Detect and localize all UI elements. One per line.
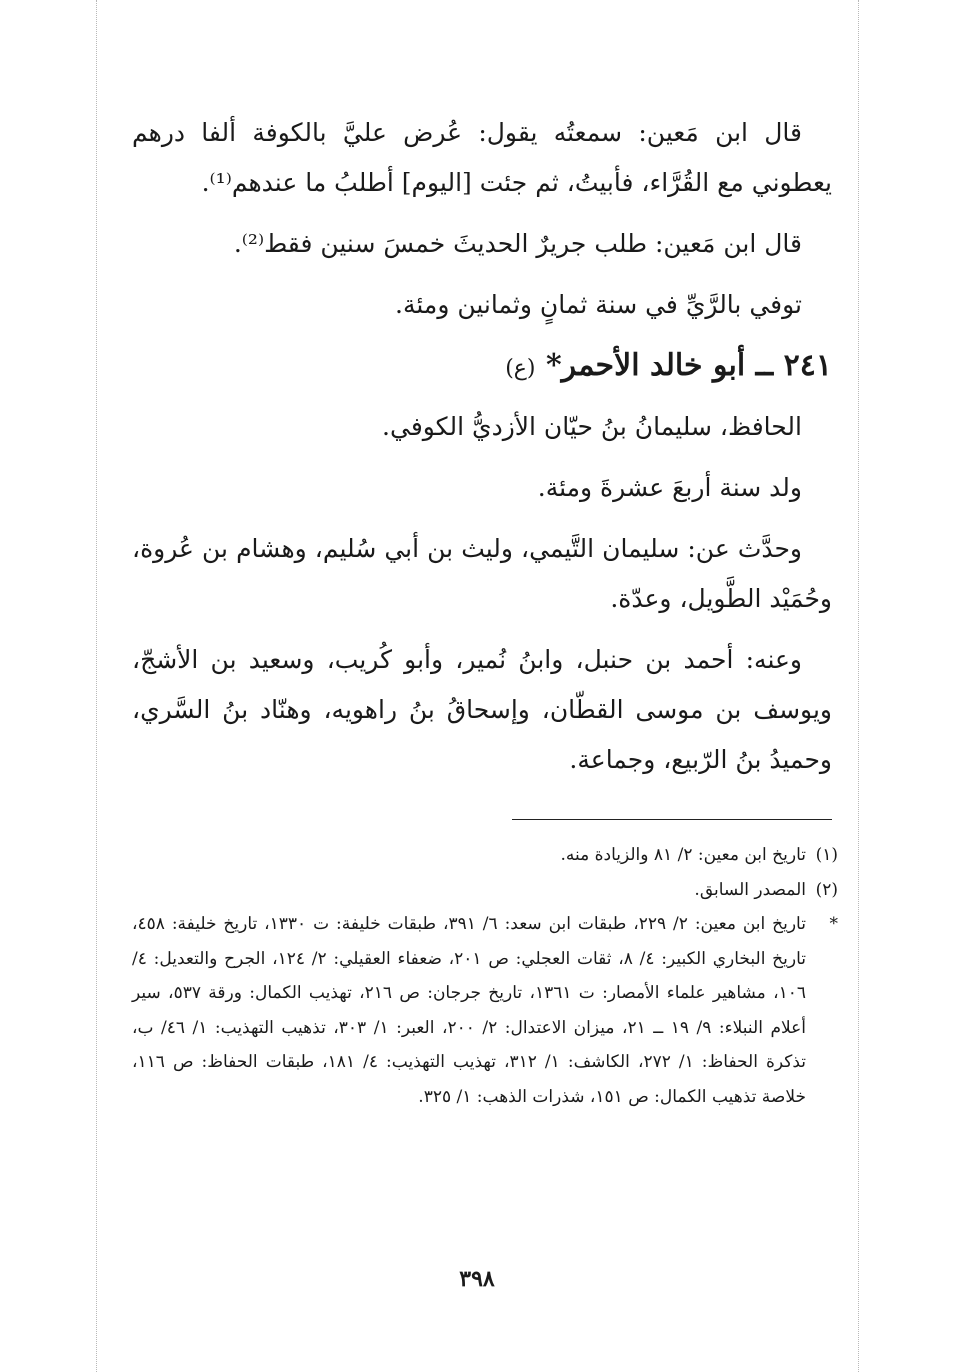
footnote-text: تاريخ ابن معين: ٢/ ٢٢٩، طبقات ابن سعد: ٦/ ٣٩١، طبقات خليفة: ت ١٣٣٠، تاريخ خليفة: ٤٥٨، تاريخ البخاري الكبير: ٤/ ٨، ثقات العجلي: ص ٢٠١، ضعفاء العقيلي: ٢/ ١٢٤، الجرح والتعديل: ٤/ ١٠٦، مشاهير علماء الأمصار: ت ١٣٦١، تاريخ جرجان: ص ٢١٦، تهذيب الكمال: ورقة ٥٣٧، سير أعلام النبلاء: ٩/ ١٩ ــ ٢١، ميزان الاعتدال: ٢/ ٢٠٠، العبر: ١/ ٣٠٣، تذهيب التهذيب: ١/ ٤٦/ ب، تذكرة الحفاظ: ١/ ٢٧٢، الكاشف: ١/ ٣١٢، تهذيب التهذيب: ٤/ ١٨١، طبقات الحفاظ: ص ١١٦، خلاصة تذهيب الكمال: ص ١٥١، شذرات الذهب: ١/ ٣٢٥. <box>132 914 807 1107</box>
paragraph: الحافظ، سليمانُ بنُ حيّان الأزديُّ الكوفي. <box>382 412 802 441</box>
right-margin-dotted-line <box>858 0 859 1372</box>
footnotes <box>132 838 838 1114</box>
footnote-text: المصدر السابق. <box>694 879 806 900</box>
footnote <box>132 907 838 1114</box>
footnote <box>132 838 838 873</box>
footnote-text: تاريخ ابن معين: ٢/ ٨١ والزيادة منه. <box>560 845 806 865</box>
footnote-separator <box>512 819 832 820</box>
paragraph: ولد سنة أربعَ عشرةَ ومئة. <box>537 473 802 502</box>
entry-title: ٢٤١ ــ أبو خالد الأحمر* <box>545 348 832 383</box>
footnote-number: (١) <box>815 845 838 865</box>
left-margin-dotted-line <box>96 0 97 1372</box>
footnote <box>132 873 838 908</box>
entry-heading <box>132 341 832 394</box>
paragraph: توفي بالرَّيِّ في سنة ثمانٍ وثمانين ومئة. <box>395 290 802 319</box>
page-number: ٣٩٨ <box>459 1266 495 1292</box>
paragraph: وحدَّث عن: سليمان التَّيمي، وليث بن أبي سُليم، وهشام بن عُروة، وحُمَيْد الطَّويل، وعدّة. <box>132 534 832 613</box>
footnote-number: (٢) <box>815 879 838 900</box>
paragraph: قال ابن مَعين: سمعتُه يقول: عُرض عليَّ بالكوفة ألفا درهم يعطوني مع القُرَّاء، فأبيتُ، ثم جئت [اليوم] أطلبُ ما عندهم⁽¹⁾. <box>132 118 832 197</box>
entry-siglum: (ع) <box>505 356 536 381</box>
paragraph: قال ابن مَعين: طلب جريرٌ الحديثَ خمسَ سنين فقط⁽²⁾. <box>233 229 802 258</box>
main-text <box>132 108 832 785</box>
footnote-marker: * <box>829 914 838 934</box>
paragraph: وعنه: أحمد بن حنبل، وابنُ نُمير، وأبو كُريب، وسعيد بن الأشجّ، ويوسف بن موسى القطّان، وإسحاقُ بنُ راهويه، وهنّاد بنُ السَّري، وحميدُ بنُ الرّبيع، وجماعة. <box>132 645 832 774</box>
